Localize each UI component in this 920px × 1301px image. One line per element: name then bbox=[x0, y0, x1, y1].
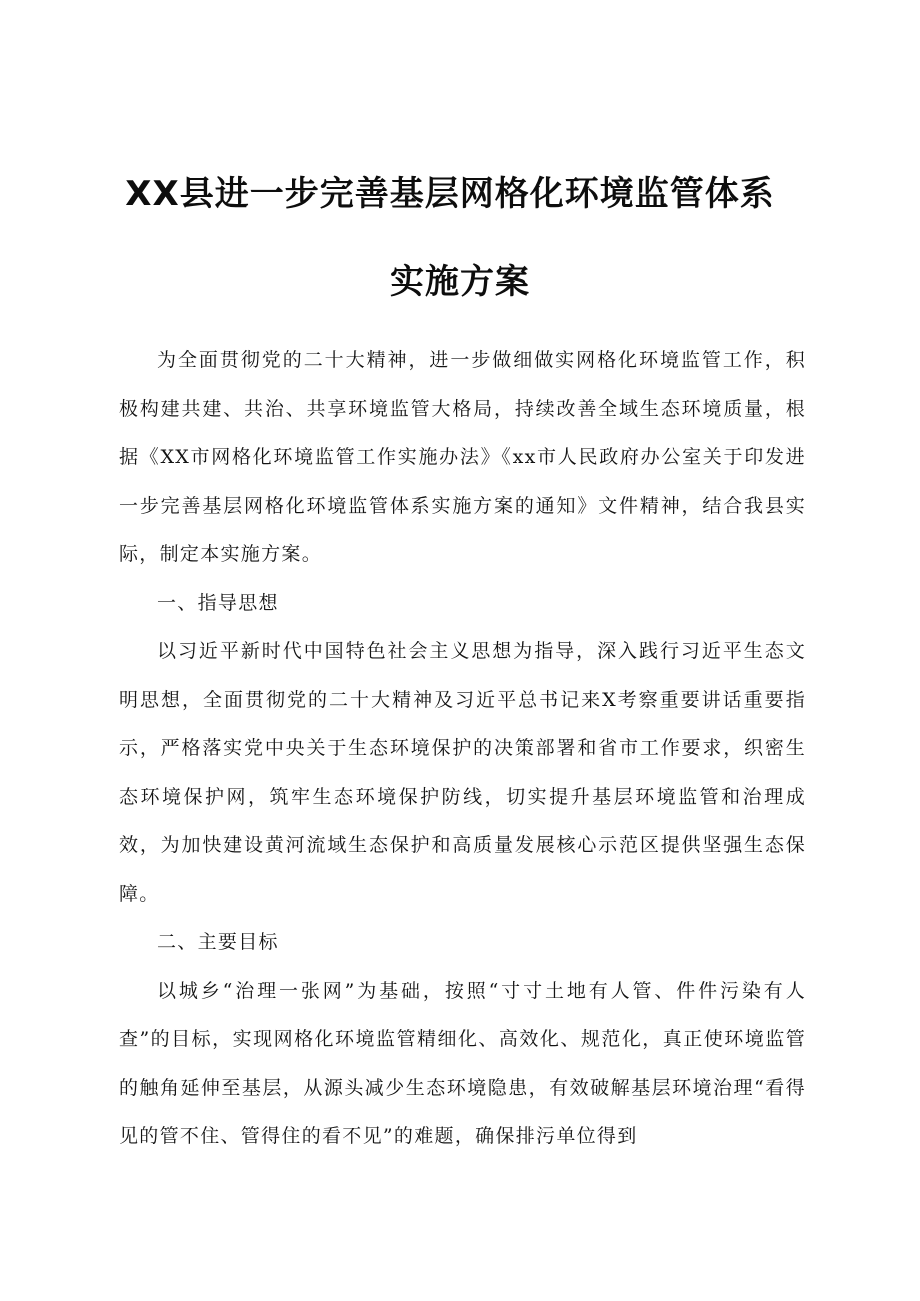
document-title-line-1: XX县进一步完善基层网格化环境监管体系 bbox=[125, 174, 775, 214]
section-heading-guiding-ideology: 一、指导思想 bbox=[157, 591, 279, 614]
document-title-line-2: 实施方案 bbox=[390, 262, 530, 302]
section-heading-main-goals: 二、主要目标 bbox=[157, 931, 279, 953]
section-paragraph-guiding-ideology: 以习近平新时代中国特色社会主义思想为指导，深入践行习近平生态文明思想，全面贯彻党的二十大精神及习近平总书记来X考察重要讲话重要指示，严格落实党中央关于生态环境保护的决策部署和省市工作要求，织密生态环境保护网，筑牢生态环境保护防线，切实提升基层环境监管和治理成效，为加快建设黄河流域生态保护和高质量发展核心示范区提供坚强生态保障。 bbox=[119, 640, 806, 905]
document-body bbox=[119, 336, 806, 1161]
section-paragraph-main-goals: 以城乡“治理一张网”为基础，按照“寸寸土地有人管、件件污染有人查”的目标，实现网格化环境监管精细化、高效化、规范化，真正使环境监管的触角延伸至基层，从源头减少生态环境隐患，有效破解基层环境治理“看得见的管不住、管得住的看不见”的难题，确保排污单位得到 bbox=[119, 979, 806, 1147]
intro-paragraph: 为全面贯彻党的二十大精神，进一步做细做实网格化环境监管工作，积极构建共建、共治、共享环境监管大格局，持续改善全域生态环境质量，根据《XX市网格化环境监管工作实施办法》《xx市人民政府办公室关于印发进一步完善基层网格化环境监管体系实施方案的通知》文件精神，结合我县实际，制定本实施方案。 bbox=[119, 349, 806, 565]
